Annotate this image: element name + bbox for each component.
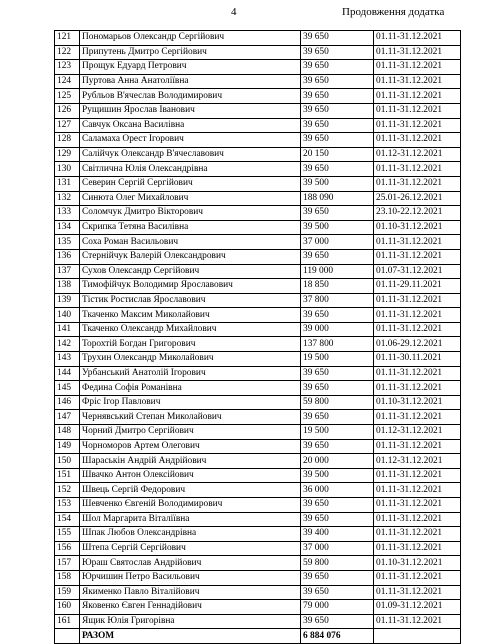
amount: 37 000 xyxy=(301,541,374,556)
table-row xyxy=(55,264,461,279)
amount: 39 650 xyxy=(301,206,374,221)
row-number: 144 xyxy=(55,366,80,381)
amount: 39 650 xyxy=(301,31,374,46)
person-name: Яковенко Євген Геннадійович xyxy=(80,600,301,615)
row-number: 128 xyxy=(55,133,80,148)
row-number: 131 xyxy=(55,176,80,191)
table-row xyxy=(55,468,461,483)
table-row xyxy=(55,89,461,104)
row-number: 150 xyxy=(55,454,80,469)
amount: 39 650 xyxy=(301,410,374,425)
row-number: 149 xyxy=(55,439,80,454)
amount: 39 500 xyxy=(301,176,374,191)
person-name: Салійчук Олександр В'ячеславович xyxy=(80,147,301,162)
period: 01.10-31.12.2021 xyxy=(374,220,461,235)
amount: 59 800 xyxy=(301,556,374,571)
person-name: Соломчук Дмитро Вікторович xyxy=(80,206,301,221)
row-number: 141 xyxy=(55,322,80,337)
table-row xyxy=(55,308,461,323)
total-row xyxy=(55,629,461,644)
person-name: Саламаха Орест Ігорович xyxy=(80,133,301,148)
person-name: Швець Сергій Федорович xyxy=(80,483,301,498)
amount: 39 650 xyxy=(301,381,374,396)
row-number: 126 xyxy=(55,103,80,118)
period: 01.11-31.12.2021 xyxy=(374,439,461,454)
row-number: 138 xyxy=(55,279,80,294)
table-row xyxy=(55,425,461,440)
person-name: Тістик Ростислав Ярославович xyxy=(80,293,301,308)
period: 01.10-31.12.2021 xyxy=(374,395,461,410)
person-name: Світлична Юлія Олександрівна xyxy=(80,162,301,177)
period: 01.06-29.12.2021 xyxy=(374,337,461,352)
amount: 20 150 xyxy=(301,147,374,162)
person-name: Пуртова Анна Анатоліївна xyxy=(80,74,301,89)
amount: 39 650 xyxy=(301,74,374,89)
row-number: 136 xyxy=(55,249,80,264)
total-empty-cell xyxy=(374,629,461,644)
table-row xyxy=(55,235,461,250)
person-name: Рущишин Ярослав Іванович xyxy=(80,103,301,118)
amount: 37 000 xyxy=(301,235,374,250)
amount: 39 400 xyxy=(301,527,374,542)
period: 01.11-31.12.2021 xyxy=(374,381,461,396)
amount: 39 650 xyxy=(301,133,374,148)
table-row xyxy=(55,133,461,148)
amount: 39 650 xyxy=(301,570,374,585)
row-number: 147 xyxy=(55,410,80,425)
amount: 137 800 xyxy=(301,337,374,352)
person-name: Рубльов В'ячеслав Володимирович xyxy=(80,89,301,104)
table-row xyxy=(55,498,461,513)
person-name: Торохтій Богдан Григорович xyxy=(80,337,301,352)
payments-table xyxy=(54,30,461,644)
period: 01.11-31.12.2021 xyxy=(374,570,461,585)
person-name: Ткаченко Олександр Михайлович xyxy=(80,322,301,337)
table-row xyxy=(55,381,461,396)
period: 01.11-31.12.2021 xyxy=(374,89,461,104)
period: 01.11-31.12.2021 xyxy=(374,249,461,264)
table-row xyxy=(55,60,461,75)
person-name: Сухов Олександр Сергійович xyxy=(80,264,301,279)
row-number: 158 xyxy=(55,570,80,585)
table-row xyxy=(55,395,461,410)
row-number: 143 xyxy=(55,352,80,367)
row-number: 139 xyxy=(55,293,80,308)
table-body xyxy=(55,31,461,644)
row-number: 151 xyxy=(55,468,80,483)
person-name: Тимофійчук Володимир Ярославович xyxy=(80,279,301,294)
period: 01.12-31.12.2021 xyxy=(374,425,461,440)
table-row xyxy=(55,191,461,206)
table-row xyxy=(55,556,461,571)
table-row xyxy=(55,614,461,629)
amount: 79 000 xyxy=(301,600,374,615)
period: 25.01-26.12.2021 xyxy=(374,191,461,206)
amount: 39 650 xyxy=(301,45,374,60)
amount: 39 650 xyxy=(301,118,374,133)
person-name: Чернявський Степан Миколайович xyxy=(80,410,301,425)
period: 01.11-31.12.2021 xyxy=(374,498,461,513)
table-row xyxy=(55,322,461,337)
table-row xyxy=(55,162,461,177)
person-name: Скрипка Тетяна Василівна xyxy=(80,220,301,235)
table-row xyxy=(55,570,461,585)
row-number: 137 xyxy=(55,264,80,279)
table-row xyxy=(55,512,461,527)
amount: 188 090 xyxy=(301,191,374,206)
page-number: 4 xyxy=(231,6,237,18)
table-row xyxy=(55,279,461,294)
amount: 39 000 xyxy=(301,322,374,337)
period: 01.11-31.12.2021 xyxy=(374,176,461,191)
amount: 36 000 xyxy=(301,483,374,498)
amount: 39 650 xyxy=(301,89,374,104)
person-name: Шпак Любов Олександрівна xyxy=(80,527,301,542)
row-number: 157 xyxy=(55,556,80,571)
period: 01.11-31.12.2021 xyxy=(374,585,461,600)
total-amount: 6 884 076 xyxy=(301,629,374,644)
amount: 119 000 xyxy=(301,264,374,279)
person-name: Пономарьов Олександр Сергійович xyxy=(80,31,301,46)
table-row xyxy=(55,585,461,600)
period: 01.10-31.12.2021 xyxy=(374,556,461,571)
total-empty-cell xyxy=(55,629,80,644)
period: 01.11-31.12.2021 xyxy=(374,235,461,250)
row-number: 121 xyxy=(55,31,80,46)
row-number: 159 xyxy=(55,585,80,600)
period: 01.12-31.12.2021 xyxy=(374,147,461,162)
amount: 39 650 xyxy=(301,439,374,454)
period: 01.11-31.12.2021 xyxy=(374,118,461,133)
period: 01.11-31.12.2021 xyxy=(374,322,461,337)
period: 01.11-31.12.2021 xyxy=(374,31,461,46)
person-name: Шол Маргарита Віталіївна xyxy=(80,512,301,527)
row-number: 132 xyxy=(55,191,80,206)
period: 01.09-31.12.2021 xyxy=(374,600,461,615)
row-number: 148 xyxy=(55,425,80,440)
amount: 39 650 xyxy=(301,585,374,600)
period: 01.11-31.12.2021 xyxy=(374,133,461,148)
person-name: Фріс Ігор Павлович xyxy=(80,395,301,410)
person-name: Штепа Сергій Сергійович xyxy=(80,541,301,556)
table-row xyxy=(55,293,461,308)
table-row xyxy=(55,249,461,264)
amount: 39 650 xyxy=(301,103,374,118)
person-name: Шевченко Євгеній Володимирович xyxy=(80,498,301,513)
table-row xyxy=(55,118,461,133)
table-row xyxy=(55,337,461,352)
table-row xyxy=(55,439,461,454)
amount: 39 650 xyxy=(301,162,374,177)
person-name: Савчук Оксана Василівна xyxy=(80,118,301,133)
amount: 19 500 xyxy=(301,425,374,440)
period: 01.11-30.11.2021 xyxy=(374,352,461,367)
period: 01.11-31.12.2021 xyxy=(374,74,461,89)
row-number: 140 xyxy=(55,308,80,323)
person-name: Соха Роман Васильович xyxy=(80,235,301,250)
period: 01.11-31.12.2021 xyxy=(374,308,461,323)
person-name: Юраш Святослав Андрійович xyxy=(80,556,301,571)
row-number: 152 xyxy=(55,483,80,498)
table-row xyxy=(55,527,461,542)
period: 01.07-31.12.2021 xyxy=(374,264,461,279)
table-row xyxy=(55,74,461,89)
person-name: Швачко Антон Олексійович xyxy=(80,468,301,483)
person-name: Ящик Юлія Григорівна xyxy=(80,614,301,629)
row-number: 142 xyxy=(55,337,80,352)
period: 01.11-31.12.2021 xyxy=(374,541,461,556)
period: 01.11-31.12.2021 xyxy=(374,527,461,542)
person-name: Синюта Олег Михайлович xyxy=(80,191,301,206)
person-name: Урбанський Анатолій Ігорович xyxy=(80,366,301,381)
person-name: Стернійчук Валерій Олександрович xyxy=(80,249,301,264)
row-number: 125 xyxy=(55,89,80,104)
table-row xyxy=(55,206,461,221)
total-label: РАЗОМ xyxy=(80,629,301,644)
continuation-note: Продовження додатка xyxy=(342,6,445,18)
table-row xyxy=(55,483,461,498)
row-number: 123 xyxy=(55,60,80,75)
period: 01.12-31.12.2021 xyxy=(374,454,461,469)
amount: 39 650 xyxy=(301,614,374,629)
person-name: Северин Сергій Сергійович xyxy=(80,176,301,191)
period: 01.11-31.12.2021 xyxy=(374,366,461,381)
row-number: 129 xyxy=(55,147,80,162)
row-number: 160 xyxy=(55,600,80,615)
table-row xyxy=(55,31,461,46)
period: 01.11-31.12.2021 xyxy=(374,293,461,308)
table-row xyxy=(55,600,461,615)
table-row xyxy=(55,541,461,556)
person-name: Чорноморов Артем Олегович xyxy=(80,439,301,454)
row-number: 154 xyxy=(55,512,80,527)
period: 01.11-31.12.2021 xyxy=(374,468,461,483)
amount: 39 650 xyxy=(301,60,374,75)
amount: 37 800 xyxy=(301,293,374,308)
row-number: 134 xyxy=(55,220,80,235)
table-row xyxy=(55,176,461,191)
table-row xyxy=(55,366,461,381)
row-number: 146 xyxy=(55,395,80,410)
amount: 39 650 xyxy=(301,498,374,513)
person-name: Ткаченко Максим Миколайович xyxy=(80,308,301,323)
amount: 39 500 xyxy=(301,468,374,483)
row-number: 156 xyxy=(55,541,80,556)
row-number: 124 xyxy=(55,74,80,89)
row-number: 155 xyxy=(55,527,80,542)
person-name: Шараськін Андрій Андрійович xyxy=(80,454,301,469)
period: 01.11-31.12.2021 xyxy=(374,45,461,60)
amount: 20 000 xyxy=(301,454,374,469)
row-number: 133 xyxy=(55,206,80,221)
amount: 59 800 xyxy=(301,395,374,410)
person-name: Трухин Олександр Миколайович xyxy=(80,352,301,367)
period: 01.11-31.12.2021 xyxy=(374,483,461,498)
row-number: 135 xyxy=(55,235,80,250)
amount: 39 650 xyxy=(301,308,374,323)
amount: 19 500 xyxy=(301,352,374,367)
amount: 39 650 xyxy=(301,512,374,527)
period: 01.11-31.12.2021 xyxy=(374,162,461,177)
period: 23.10-22.12.2021 xyxy=(374,206,461,221)
amount: 18 850 xyxy=(301,279,374,294)
person-name: Федина Софія Романівна xyxy=(80,381,301,396)
period: 01.11-31.12.2021 xyxy=(374,410,461,425)
table-row xyxy=(55,103,461,118)
person-name: Юрчишин Петро Васильович xyxy=(80,570,301,585)
table-row xyxy=(55,410,461,425)
row-number: 130 xyxy=(55,162,80,177)
row-number: 145 xyxy=(55,381,80,396)
period: 01.11-31.12.2021 xyxy=(374,60,461,75)
table-row xyxy=(55,454,461,469)
person-name: Чорний Дмитро Сергійович xyxy=(80,425,301,440)
person-name: Припутень Дмитро Сергійович xyxy=(80,45,301,60)
amount: 39 500 xyxy=(301,220,374,235)
table-row xyxy=(55,45,461,60)
row-number: 161 xyxy=(55,614,80,629)
period: 01.11-29.11.2021 xyxy=(374,279,461,294)
amount: 39 650 xyxy=(301,366,374,381)
period: 01.11-31.12.2021 xyxy=(374,614,461,629)
person-name: Прощук Едуард Петрович xyxy=(80,60,301,75)
period: 01.11-31.12.2021 xyxy=(374,512,461,527)
row-number: 127 xyxy=(55,118,80,133)
period: 01.11-31.12.2021 xyxy=(374,103,461,118)
table-row xyxy=(55,147,461,162)
row-number: 153 xyxy=(55,498,80,513)
row-number: 122 xyxy=(55,45,80,60)
table-row xyxy=(55,352,461,367)
amount: 39 650 xyxy=(301,249,374,264)
person-name: Якименко Павло Віталійович xyxy=(80,585,301,600)
table-row xyxy=(55,220,461,235)
